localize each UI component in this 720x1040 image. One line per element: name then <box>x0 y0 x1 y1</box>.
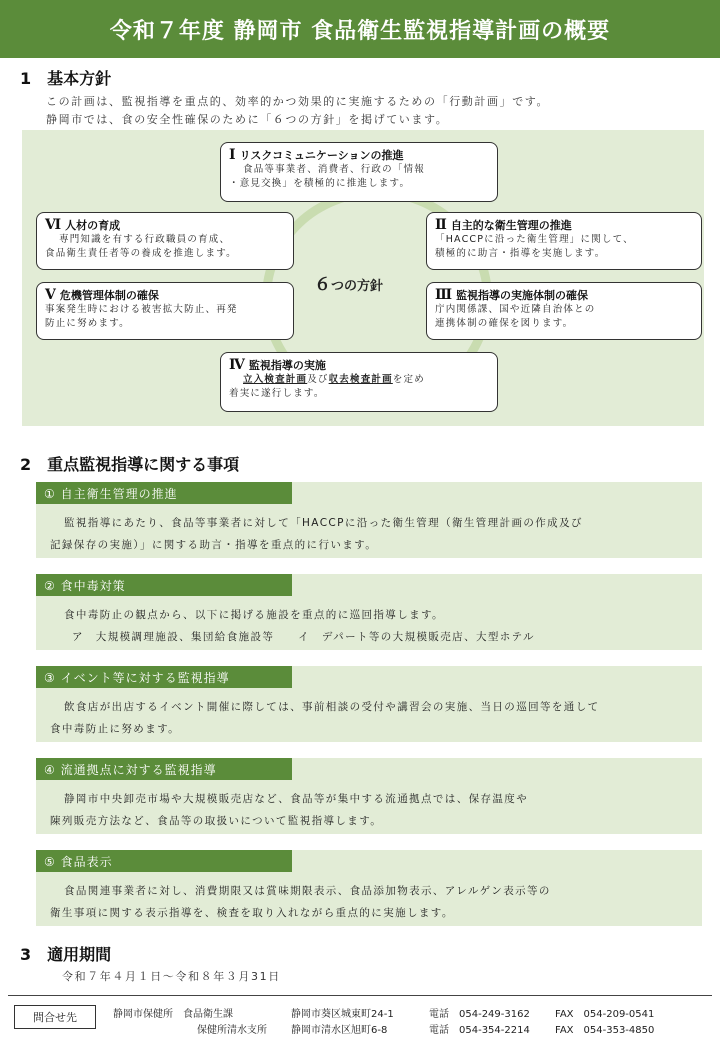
inspection-plan-link: 立入検査計画 <box>243 374 308 385</box>
policy-1-line1: 食品等事業者、消費者、行政の「情報 <box>243 164 425 175</box>
policy-box-1 <box>220 142 498 202</box>
contact-2-tel: 電話 054-354-2214 <box>429 1025 530 1036</box>
policy-4-line1 <box>229 373 489 387</box>
focus-item-5-line2: 衛生事項に関する表示指導を、検査を取り入れながら重点的に実施します。 <box>50 907 454 919</box>
section1-heading: 1 基本方針 <box>20 69 112 88</box>
focus-item-5-line1: 食品関連事業者に対し、消費期限又は賞味期限表示、食品添加物表示、アレルゲン表示等の <box>64 885 551 897</box>
policy-5-line1: 事案発生時における被害拡大防止、再発 <box>45 304 238 315</box>
focus-item-4 <box>36 758 702 834</box>
focus-item-1-line1: 監視指導にあたり、食品等事業者に対して「HACCPに沿った衛生管理（衛生管理計画の作成及び <box>64 517 583 529</box>
policy-1-line2: ・意見交換」を積極的に推進します。 <box>229 178 411 189</box>
policy-4-conj: 及び <box>307 374 329 385</box>
policy-4-number: Ⅳ <box>229 357 245 373</box>
policy-3-title: 監視指導の実施体制の確保 <box>456 289 589 302</box>
contact-2-address: 静岡市清水区旭町6-8 <box>291 1025 388 1036</box>
policy-2-number: Ⅱ <box>435 217 447 233</box>
policy-4-title: 監視指導の実施 <box>248 359 326 372</box>
focus-item-2 <box>36 574 702 650</box>
focus-item-5 <box>36 850 702 926</box>
contact-1-fax: FAX 054-209-0541 <box>555 1009 655 1020</box>
focus-item-4-line2: 陳列販売方法など、食品等の取扱いについて監視指導します。 <box>50 815 383 827</box>
policy-6-line2: 食品衛生責任者等の養成を推進します。 <box>45 248 237 259</box>
focus-item-4-tab: ④ 流通拠点に対する監視指導 <box>36 758 292 780</box>
focus-item-1-body <box>50 512 583 556</box>
policy-box-4 <box>220 352 498 412</box>
sampling-plan-link: 収去検査計画 <box>328 374 393 385</box>
policy-1-title: リスクコミュニケーションの推進 <box>239 149 404 162</box>
application-period: 令和７年４月１日～令和８年３月31日 <box>62 970 281 983</box>
policy-2-title: 自主的な衛生管理の推進 <box>450 219 572 232</box>
policy-center-number: ６ <box>314 275 331 295</box>
focus-item-3-body <box>50 696 600 740</box>
focus-item-3-tab: ③ イベント等に対する監視指導 <box>36 666 292 688</box>
focus-item-3 <box>36 666 702 742</box>
policy-6-number: Ⅵ <box>45 217 62 233</box>
contact-row-2 <box>113 1021 713 1035</box>
focus-item-2-line1: 食中毒防止の観点から、以下に掲げる施設を重点的に巡回指導します。 <box>64 609 444 621</box>
policy-center-text: つの方針 <box>331 279 384 294</box>
section1-intro-line2: 静岡市では、食の安全性確保のために「６つの方針」を掲げています。 <box>46 113 449 126</box>
policy-4-end: を定め <box>392 374 425 385</box>
policy-2-line2: 積極的に助言・指導を実施します。 <box>435 248 606 259</box>
policy-5-title: 危機管理体制の確保 <box>59 289 159 302</box>
policy-4-line2: 着実に遂行します。 <box>229 388 325 399</box>
policy-3-line1: 庁内関係課、国や近隣自治体との <box>435 304 596 315</box>
policy-6-line1: 専門知識を有する行政職員の育成、 <box>59 234 231 245</box>
focus-item-2-tab: ② 食中毒対策 <box>36 574 292 596</box>
policy-center-label <box>314 270 383 295</box>
focus-item-5-tab: ⑤ 食品表示 <box>36 850 292 872</box>
policy-box-5 <box>36 282 294 340</box>
policy-box-3 <box>426 282 702 340</box>
section1-intro-line1: この計画は、監視指導を重点的、効率的かつ効果的に実施するための「行動計画」です。 <box>46 95 550 108</box>
focus-item-5-body <box>50 880 551 924</box>
focus-item-1-line2: 記録保存の実施）」に関する助言・指導を重点的に行います。 <box>50 539 378 551</box>
policy-1-number: Ⅰ <box>229 147 236 163</box>
focus-item-1-tab: ① 自主衛生管理の推進 <box>36 482 292 504</box>
policy-panel <box>22 130 704 426</box>
section3-heading: 3 適用期間 <box>20 945 112 964</box>
footer-divider <box>8 995 712 996</box>
page-title: 令和７年度 静岡市 食品衛生監視指導計画の概要 <box>0 0 720 58</box>
contact-label: 問合せ先 <box>14 1005 96 1029</box>
focus-item-4-body <box>50 788 528 832</box>
policy-2-line1: 「HACCPに沿った衛生管理」に関して、 <box>435 234 634 245</box>
focus-item-3-line1: 飲食店が出店するイベント開催に際しては、事前相談の受付や講習会の実施、当日の巡回等を通して <box>64 701 600 713</box>
policy-box-6 <box>36 212 294 270</box>
policy-box-2 <box>426 212 702 270</box>
contact-1-address: 静岡市葵区城東町24-1 <box>291 1009 394 1020</box>
policy-5-number: Ⅴ <box>45 287 56 303</box>
contact-row-1 <box>113 1005 713 1019</box>
focus-item-4-line1: 静岡市中央卸売市場や大規模販売店など、食品等が集中する流通拠点では、保存温度や <box>64 793 529 805</box>
contact-1-tel: 電話 054-249-3162 <box>429 1009 530 1020</box>
contact-1-org: 静岡市保健所 食品衛生課 <box>113 1009 233 1020</box>
contact-2-fax: FAX 054-353-4850 <box>555 1025 655 1036</box>
policy-5-line2: 防止に努めます。 <box>45 318 130 329</box>
policy-3-number: Ⅲ <box>435 287 453 303</box>
focus-item-1 <box>36 482 702 558</box>
policy-6-title: 人材の育成 <box>65 219 121 232</box>
policy-3-line2: 連携体制の確保を図ります。 <box>435 318 574 329</box>
focus-item-2-body <box>50 604 535 648</box>
section2-heading: 2 重点監視指導に関する事項 <box>20 455 240 474</box>
focus-item-2-line2: ア 大規模調理施設、集団給食施設等 イ デパート等の大規模販売店、大型ホテル <box>72 631 535 643</box>
focus-item-3-line2: 食中毒防止に努めます。 <box>50 723 181 735</box>
contact-2-org: 保健所清水支所 <box>197 1025 267 1036</box>
